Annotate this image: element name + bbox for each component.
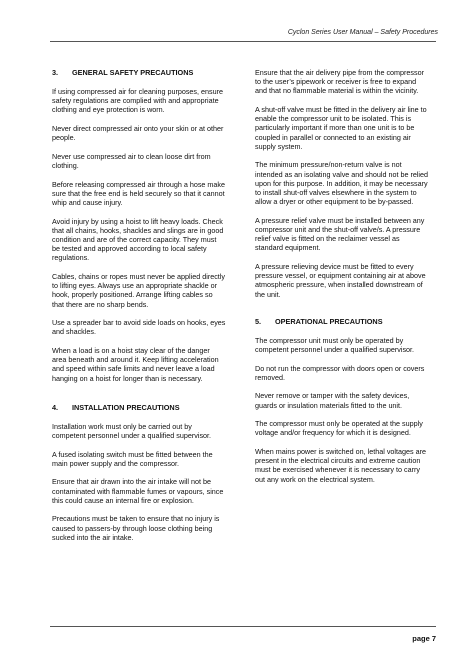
paragraph: If using compressed air for cleaning purposes, ensure safety regulations are complied with and appropriate clothing and eye protection is worn. [52, 87, 223, 115]
section-heading-operational [255, 317, 429, 326]
section-number: 5. [255, 316, 262, 326]
footer-rule [50, 626, 436, 627]
paragraph: The compressor unit must only be operated by competent personnel under a qualified supervisor. [255, 335, 415, 355]
section-number: 3. [52, 68, 59, 77]
paragraph: Use a spreader bar to avoid side loads on hooks, eyes and shackles. [52, 318, 226, 337]
paragraph: A shut-off valve must be fitted in the delivery air line to enable the compressor unit to be isolated. This is particularly important if more than one unit is to be coupled in parallel or connected to an existing air supply system. [255, 105, 427, 151]
paragraph: Ensure that air drawn into the air intake will not be contaminated with flammable fumes or vapours, since this could cause an internal fire or explosion. [52, 477, 224, 505]
page-number: page 7 [412, 634, 436, 643]
paragraph: A fused isolating switch must be fitted between the main power supply and the compressor. [52, 449, 213, 468]
paragraph: Installation work must only be carried out by competent personnel under a qualified supervisor. [52, 421, 212, 441]
paragraph: The compressor must only be operated at the supply voltage and/or frequency for which it is designed. [255, 419, 423, 438]
section-title: OPERATIONAL PRECAUTIONS [275, 316, 383, 326]
running-header: Cyclon Series User Manual – Safety Procedures [287, 29, 438, 36]
section-heading-general [52, 68, 226, 77]
paragraph: Cables, chains or ropes must never be applied directly to lifting eyes. Always use an appropriate shackle or hook, properly positioned. Arrange lifting cables so that there are no sharp bends. [52, 272, 225, 309]
header-rule [50, 41, 436, 42]
section-number: 4. [52, 402, 59, 412]
paragraph: When mains power is switched on, lethal voltages are present in the electrical circuits and extreme caution must be exercised whenever it is necessary to carry out any work on the electrical system. [255, 447, 426, 484]
right-column [255, 68, 429, 493]
paragraph: Never remove or tamper with the safety devices, guards or insulation materials fitted to the unit. [255, 391, 410, 410]
paragraph: Ensure that the air delivery pipe from the compressor to the user’s pipework or receiver is free to expand and that no flammable material is within the vicinity. [255, 68, 424, 96]
paragraph: Never use compressed air to clean loose dirt from clothing. [52, 151, 211, 170]
paragraph: Before releasing compressed air through a hose make sure that the free end is held securely so that it cannot whip and cause injury. [52, 179, 225, 207]
section-title: GENERAL SAFETY PRECAUTIONS [72, 68, 194, 77]
section-heading-installation [52, 403, 226, 412]
paragraph: A pressure relief valve must be installed between any compressor unit and the shut-off valve/s. A pressure relief valve is fitted on the reclaimer vessel as standard equipment. [255, 215, 425, 253]
paragraph: A pressure relieving device must be fitted to every pressure vessel, or equipment containing air at above atmospheric pressure, when installed downstream of the unit. [255, 262, 426, 299]
paragraph: Do not run the compressor with doors open or covers removed. [255, 363, 425, 382]
paragraph: When a load is on a hoist stay clear of the danger area beneath and around it. Keep lifting acceleration and speed within safe limits and never leave a load hanging on a hoist for longer than is necessary. [52, 346, 219, 383]
paragraph: Never direct compressed air onto your skin or at other people. [52, 124, 224, 143]
paragraph: Avoid injury by using a hoist to lift heavy loads. Check that all chains, hooks, shackles and slings are in good condition and are of the correct capacity. They must be tested and approved according to local safety regulations. [52, 216, 224, 263]
left-column [52, 68, 226, 551]
section-title: INSTALLATION PRECAUTIONS [72, 402, 180, 412]
paragraph: Precautions must be taken to ensure that no injury is caused to passers-by through loose clothing being sucked into the air intake. [52, 514, 220, 542]
paragraph: The minimum pressure/non-return valve is not intended as an isolating valve and should not be relied upon for this purpose. In addition, it may be necessary to install shut-off valves elsewhere in the system to allow a dryer or other equipment to be by-passed. [255, 160, 429, 207]
